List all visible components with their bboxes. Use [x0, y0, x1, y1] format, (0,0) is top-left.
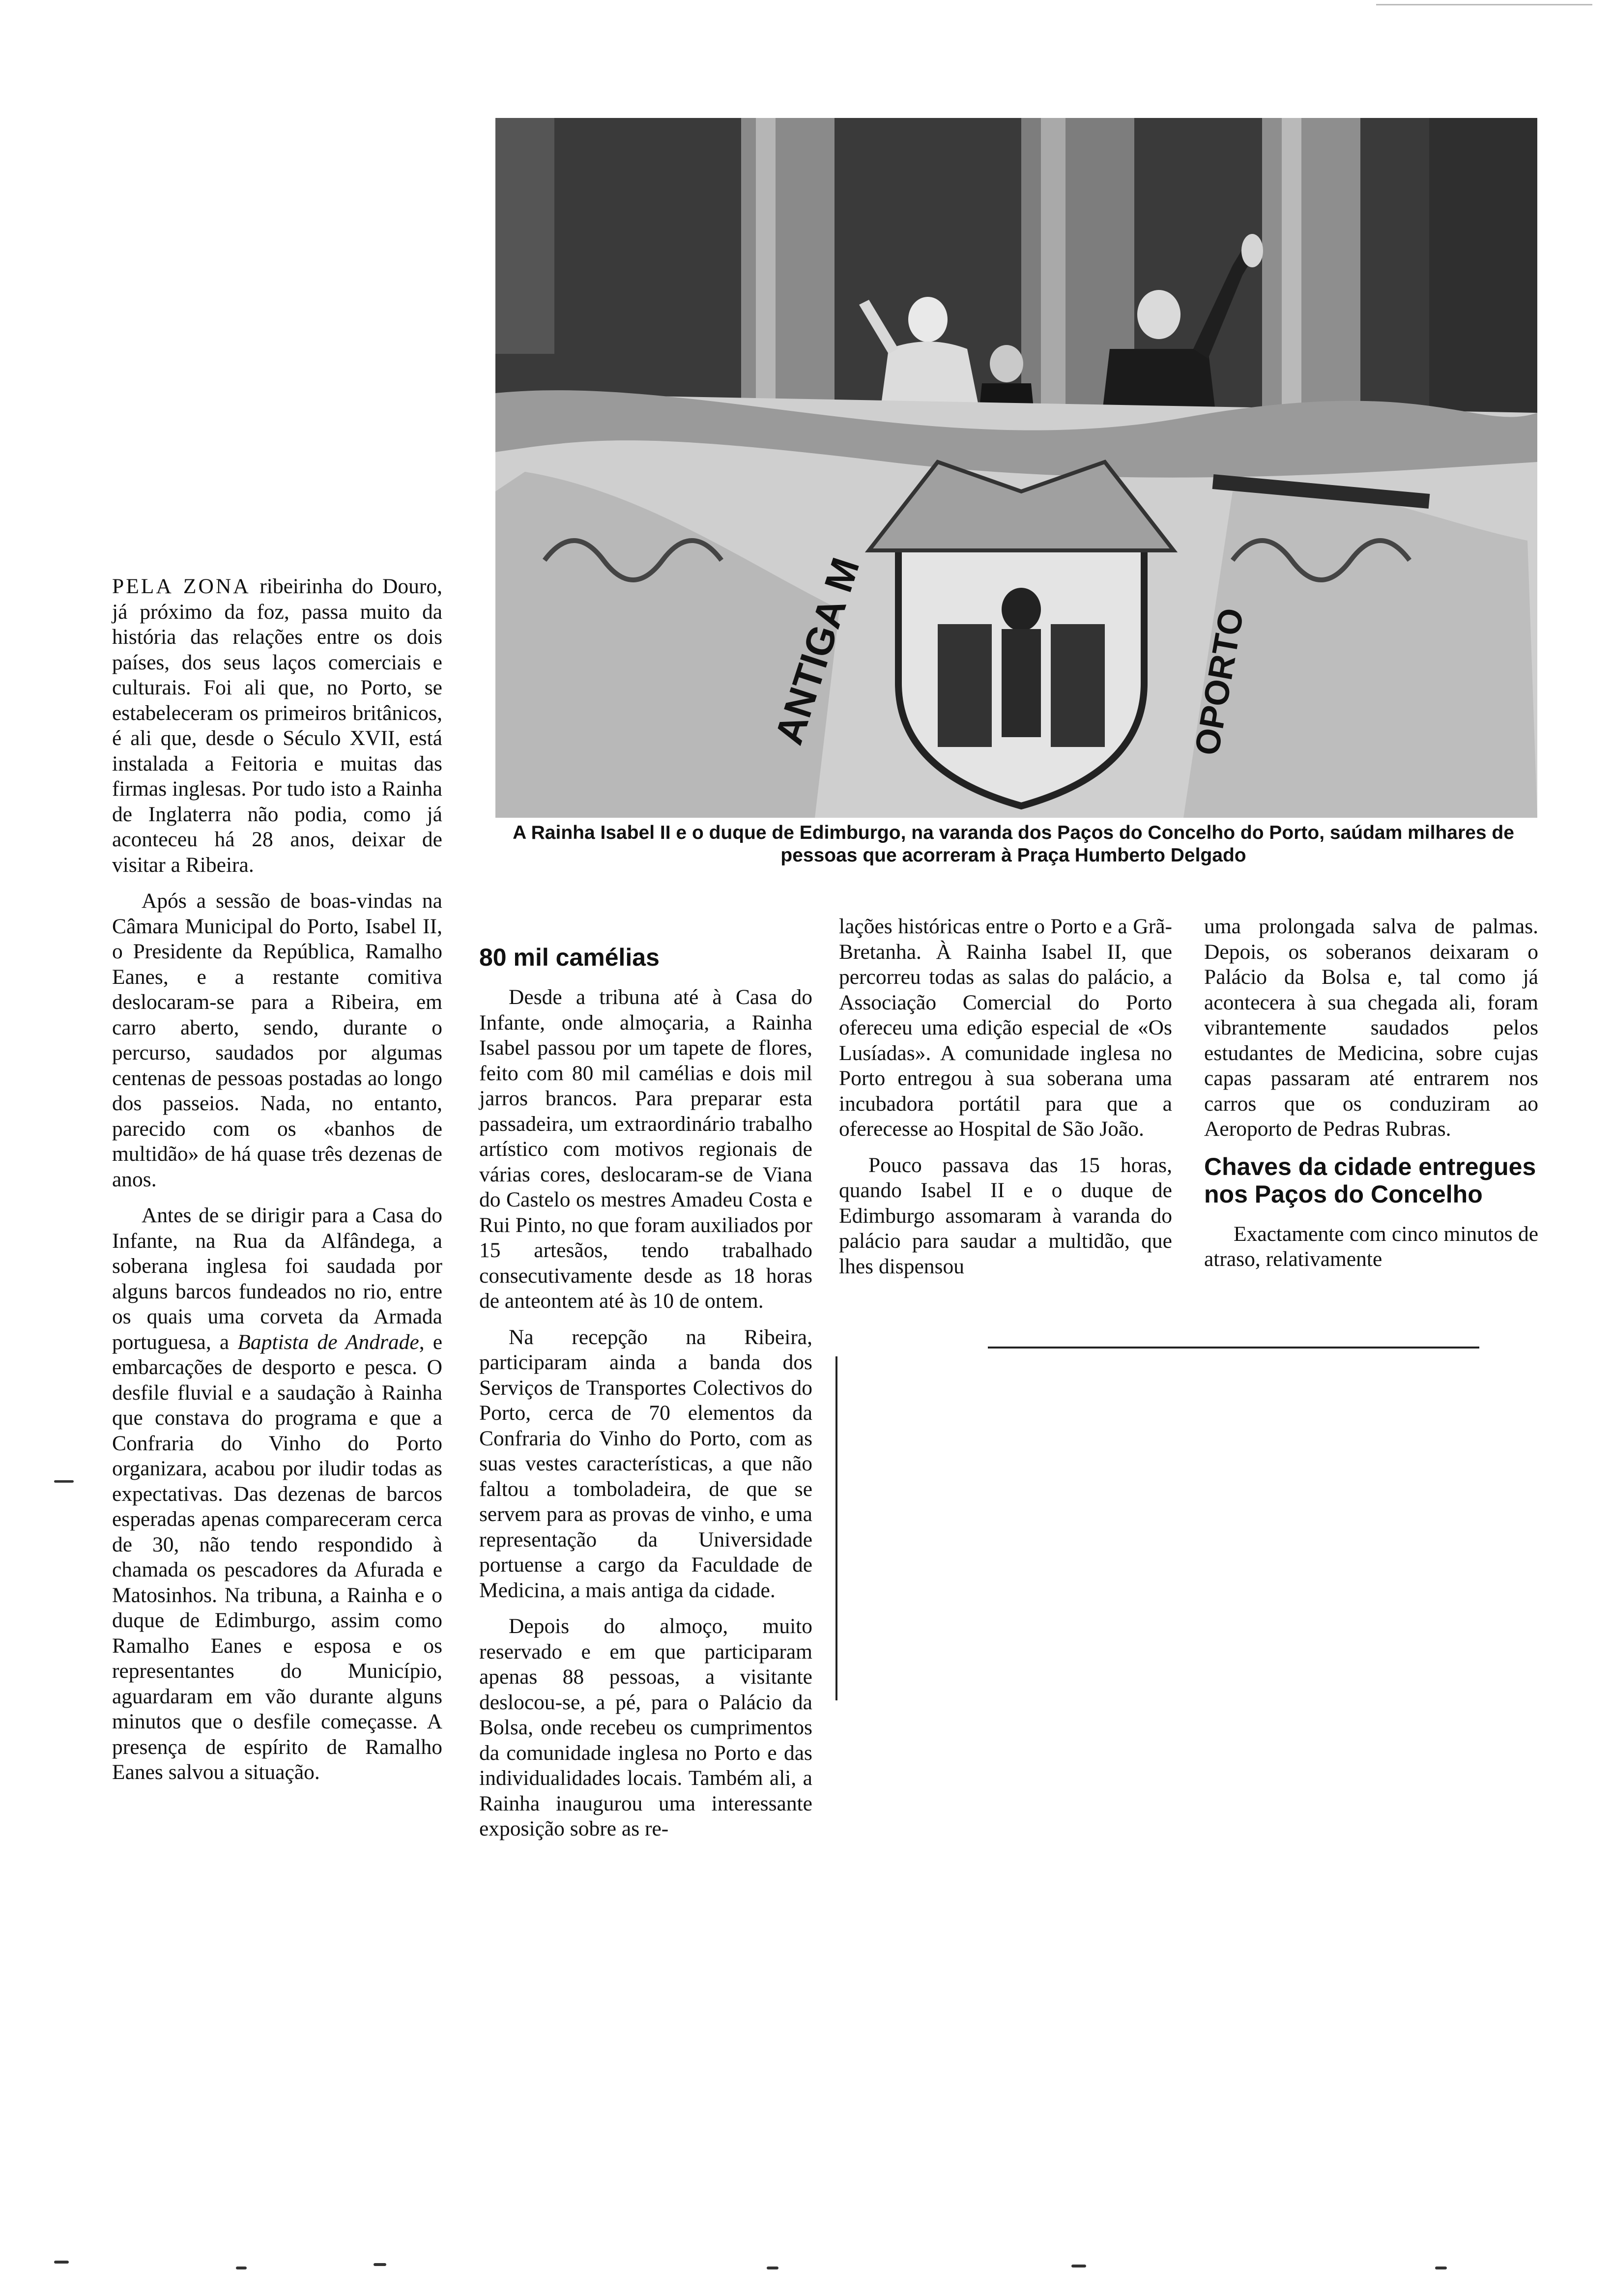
ship-name: Baptista de Andrade — [237, 1330, 419, 1354]
article-paragraph: Após a sessão de boas-vindas na Câmara Municipal do Porto, Isabel II, o Presidente da República, Ramalho Eanes, e a restante comitiva deslocaram-se para a Ribeira, em carro aberto, sendo, durante o percurso, saudados por algumas centenas de pessoas postadas ao longo dos passeios. Nada, no entanto, parecido com os «banhos de multidão» de há quase três dezenas de anos. — [112, 889, 442, 1191]
article-paragraph: Desde a tribuna até à Casa do Infante, onde almoçaria, a Rainha Isabel passou por um tapete de flores, feito com 80 mil camélias e dois mil jarros brancos. Para preparar esta passadeira, um extraordinário trabalho artístico com motivos regionais de várias cores, deslocaram-se de Viana do Castelo os mestres Amadeu Costa e Rui Pinto, no que foram auxiliados por 15 artesãos, tendo trabalhado consecutivamente desde as 18 horas de anteontem até às 10 de ontem. — [479, 985, 812, 1313]
scan-mark — [374, 2263, 386, 2266]
article-paragraph — [112, 1203, 442, 1785]
news-photo — [495, 118, 1537, 818]
article-paragraph: lações históricas entre o Porto e a Grã-Bretanha. À Rainha Isabel II, que percorreu todas as salas do palácio, a Associação Comercial do Porto ofereceu uma edição especial de «Os Lusíadas». A comunidade inglesa no Porto entregou à sua soberana uma incubadora portátil para que a oferecesse ao Hospital de São João. — [839, 915, 1172, 1141]
scan-mark — [54, 1480, 74, 1483]
paragraph-text: , e embarcações de desporto e pesca. O desfile fluvial e a saudação à Rainha que constava do programa e que a Confraria do Vinho do Porto organizara, acabou por iludir todas as expectativas. Das dezenas de barcos esperadas apenas compareceram cerca de 30, não tendo respondido à chamada os pescadores da Afurada e Matosinhos. Na tribuna, a Rainha e o duque de Edimburgo, assim como Ramalho Eanes e esposa e os representantes do Município, aguardaram em vão durante alguns minutos que o desfile começasse. A presença de espírito de Ramalho Eanes salvou a situação. — [112, 1330, 443, 1784]
column-rule — [988, 1347, 1479, 1349]
article-paragraph: Depois do almoço, muito reservado e em que participaram apenas 88 pessoas, a visitante deslocou-se, a pé, para o Palácio da Bolsa, onde recebeu os cumprimentos da comunidade inglesa no Porto e das individualidades locais. Também ali, a Rainha inaugurou uma interessante exposição sobre as re- — [479, 1614, 812, 1840]
paragraph-text: Antes de se dirigir para a Casa do Infante, na Rua da Alfândega, a soberana inglesa foi saudada por alguns barcos fundeados no rio, entre os quais uma corveta da Armada portuguesa, a — [112, 1204, 442, 1354]
section-heading: 80 mil camélias — [479, 944, 660, 971]
article-paragraph: Na recepção na Ribeira, participaram ainda a banda dos Serviços de Transportes Colectivos do Porto, cerca de 70 elementos da Confraria do Vinho do Porto, com as suas vestes características, a que não faltou a tomboladeira, de que se servem para as provas de vinho, e uma representação da Universidade portuense a cargo da Faculdade de Medicina, a mais antiga da cidade. — [479, 1325, 812, 1602]
column-rule — [1376, 4, 1592, 5]
banner-text-right: OPORTO — [1187, 605, 1251, 758]
article-paragraph: uma prolongada salva de palmas. Depois, os soberanos deixaram o Palácio da Bolsa e, tal como já acontecera à sua chegada ali, foram vibrantemente saudados pelos estudantes de Medicina, sobre cujas capas passaram até entrarem nos carros que os conduziram ao Aeroporto de Pedras Rubras. — [1204, 915, 1538, 1141]
scan-mark — [236, 2267, 247, 2269]
article-paragraph: Pouco passava das 15 horas, quando Isabel II e o duque de Edimburgo assomaram à varanda do palácio para saudar a multidão, que lhes dispensou — [839, 1153, 1172, 1278]
scan-mark — [54, 2261, 69, 2264]
banner-text-left: ANTIGA M — [766, 552, 868, 750]
article-column-1 — [112, 574, 442, 1796]
scan-mark — [1435, 2267, 1447, 2269]
scan-mark — [1071, 2265, 1086, 2267]
article-column-3 — [839, 914, 1172, 1290]
article-column-4 — [1204, 914, 1538, 1283]
section-heading: Chaves da cidade entregues nos Paços do Concelho — [1204, 1152, 1536, 1208]
column-rule — [835, 1356, 837, 1700]
article-column-2 — [479, 944, 812, 1853]
paragraph-text: ribeirinha do Douro, já próximo da foz, passa muito da história das relações entre os dois países, dos seus laços comerciais e culturais. Foi ali que, no Porto, se estabeleceram os primeiros britânicos, é ali que, desde o Século XVII, está instalada a Feitoria e muitas das firmas inglesas. Por tudo isto a Rainha de Inglaterra não podia, como já aconteceu há 28 anos, deixar de visitar a Ribeira. — [112, 574, 443, 877]
article-paragraph — [112, 574, 442, 878]
article-paragraph: Exactamente com cinco minutos de atraso, relativamente — [1204, 1222, 1538, 1271]
scan-mark — [767, 2267, 778, 2269]
lead-in: PELA ZONA — [112, 574, 251, 598]
photo-caption: A Rainha Isabel II e o duque de Edimburgo, na varanda dos Paços do Concelho do Porto, saúdam milhares de pessoas que acorreram à Praça Humberto Delgado — [513, 822, 1514, 866]
balcony-scene-image — [495, 118, 1537, 818]
